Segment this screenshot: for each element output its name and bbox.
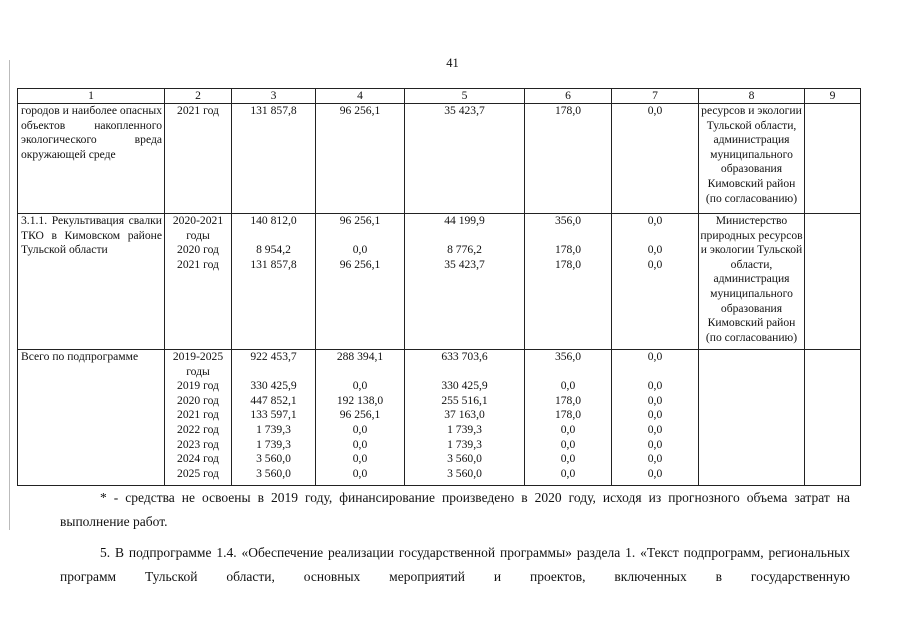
value-cell [232,104,316,214]
period-cell [165,350,232,486]
activity-name: городов и наиболее опасных объектов накопленного экологического вреда окружающей среде [18,104,165,214]
table-row [18,350,861,486]
executor-cell [699,350,805,486]
value-cell [316,214,405,350]
value: 288 394,1 [336,350,384,363]
value: 37 163,0 [444,408,485,422]
value-cell [316,104,405,214]
value-cell [525,104,612,214]
value: 0,0 [647,350,663,363]
column-number: 9 [805,89,861,104]
value: 0,0 [647,379,663,393]
budget-table [17,88,861,486]
period-cell [165,214,232,350]
scan-margin-line [9,60,10,530]
column-number: 6 [525,89,612,104]
value: 0,0 [647,422,663,436]
column-number: 7 [612,89,699,104]
value-spacer [319,229,401,244]
period: 2021 год [177,257,219,271]
value-cell [405,214,525,350]
value: 1 739,3 [256,437,291,451]
value-spacer [528,365,608,380]
value-cell [232,350,316,486]
value: 633 703,6 [441,350,488,363]
value-spacer [615,229,695,244]
column-number: 3 [232,89,316,104]
value: 0,0 [560,379,576,393]
value-spacer [615,365,695,380]
table-row [18,104,861,214]
value: 178,0 [554,393,582,407]
value: 0,0 [647,257,663,271]
period: 2022 год [177,422,219,436]
value-spacer [408,365,521,380]
value: 131 857,8 [250,257,297,271]
executor-cell: Министерство природных ресурсов и экологии Тульской области, администрация муниципального образования Кимовский район (по согласованию) [699,214,805,350]
value-spacer [235,229,312,244]
value-cell [612,350,699,486]
value: 131 857,8 [250,104,297,117]
body-paragraph: 5. В подпрограмме 1.4. «Обеспечение реализации государственной программы» раздела 1. «Текст подпрограмм, региональных программ Тульской области, основных мероприятий и проектов, включенных в государственную [60,545,850,584]
period: 2024 год [177,452,219,466]
column-number: 1 [18,89,165,104]
page-number: 41 [446,56,459,70]
value: 0,0 [352,466,368,480]
value-cell [612,104,699,214]
value: 922 453,7 [250,350,297,363]
column-number: 8 [699,89,805,104]
value-cell [316,350,405,486]
value: 0,0 [647,452,663,466]
column-number: 5 [405,89,525,104]
period-cell [165,104,232,214]
value: 8 776,2 [447,243,482,257]
value: 3 560,0 [256,452,291,466]
value: 35 423,7 [444,257,485,271]
value-cell [525,350,612,486]
value: 255 516,1 [441,393,488,407]
value: 447 852,1 [250,393,297,407]
value: 8 954,2 [256,243,291,257]
value: 192 138,0 [336,393,384,407]
value-cell [525,214,612,350]
value: 0,0 [352,379,368,393]
column-number: 2 [165,89,232,104]
value-spacer [408,229,521,244]
value: 3 560,0 [447,466,482,480]
value: 0,0 [647,393,663,407]
value: 0,0 [647,243,663,257]
value: 0,0 [352,243,368,257]
value: 330 425,9 [250,379,297,393]
empty-cell [805,350,861,486]
value: 1 739,3 [256,422,291,436]
value: 96 256,1 [339,257,381,271]
value: 0,0 [352,437,368,451]
period: 2021 год [177,408,219,422]
activity-name: Всего по подпрограмме [18,350,165,486]
value: 330 425,9 [441,379,488,393]
value: 356,0 [554,350,582,363]
value: 96 256,1 [339,214,381,227]
period: 2020-2021 годы [172,214,224,242]
value: 3 560,0 [447,452,482,466]
value-cell [612,214,699,350]
value-spacer [528,229,608,244]
value: 0,0 [560,452,576,466]
period: 2020 год [177,393,219,407]
value: 3 560,0 [256,466,291,480]
value: 0,0 [560,466,576,480]
value: 0,0 [647,437,663,451]
period: 2025 год [177,466,219,480]
value: 0,0 [647,104,663,117]
empty-cell [805,104,861,214]
executor-cell: ресурсов и экологии Тульской области, администрация муниципального образования Кимовский район (по согласованию) [699,104,805,214]
value: 178,0 [554,104,582,117]
value-cell [405,350,525,486]
value: 178,0 [554,408,582,422]
value: 178,0 [554,257,582,271]
value-cell [232,214,316,350]
value: 1 739,3 [447,437,482,451]
column-number: 4 [316,89,405,104]
value: 0,0 [647,214,663,227]
footnote: * - средства не освоены в 2019 году, финансирование произведено в 2020 году, исходя из прогнозного объема затрат на выполнение работ. [60,490,850,529]
period: 2021 год [177,104,219,117]
value: 35 423,7 [444,104,485,117]
value: 133 597,1 [250,408,297,422]
period: 2020 год [177,243,219,257]
value: 96 256,1 [339,104,381,117]
period: 2023 год [177,437,219,451]
activity-name: 3.1.1. Рекультивация свалки ТКО в Кимовском районе Тульской области [18,214,165,350]
value: 356,0 [554,214,582,227]
value: 140 812,0 [250,214,297,227]
period: 2019-2025 годы [172,350,224,378]
value-cell [405,104,525,214]
value-spacer [319,365,401,380]
period: 2019 год [177,379,219,393]
value: 0,0 [560,437,576,451]
value: 0,0 [352,452,368,466]
value-spacer [235,365,312,380]
table-row [18,214,861,350]
column-number-row [18,89,861,104]
value: 44 199,9 [444,214,485,227]
value: 0,0 [560,422,576,436]
value: 0,0 [647,466,663,480]
value: 0,0 [647,408,663,422]
value: 0,0 [352,422,368,436]
value: 1 739,3 [447,422,482,436]
value: 96 256,1 [339,408,381,422]
value: 178,0 [554,243,582,257]
empty-cell [805,214,861,350]
